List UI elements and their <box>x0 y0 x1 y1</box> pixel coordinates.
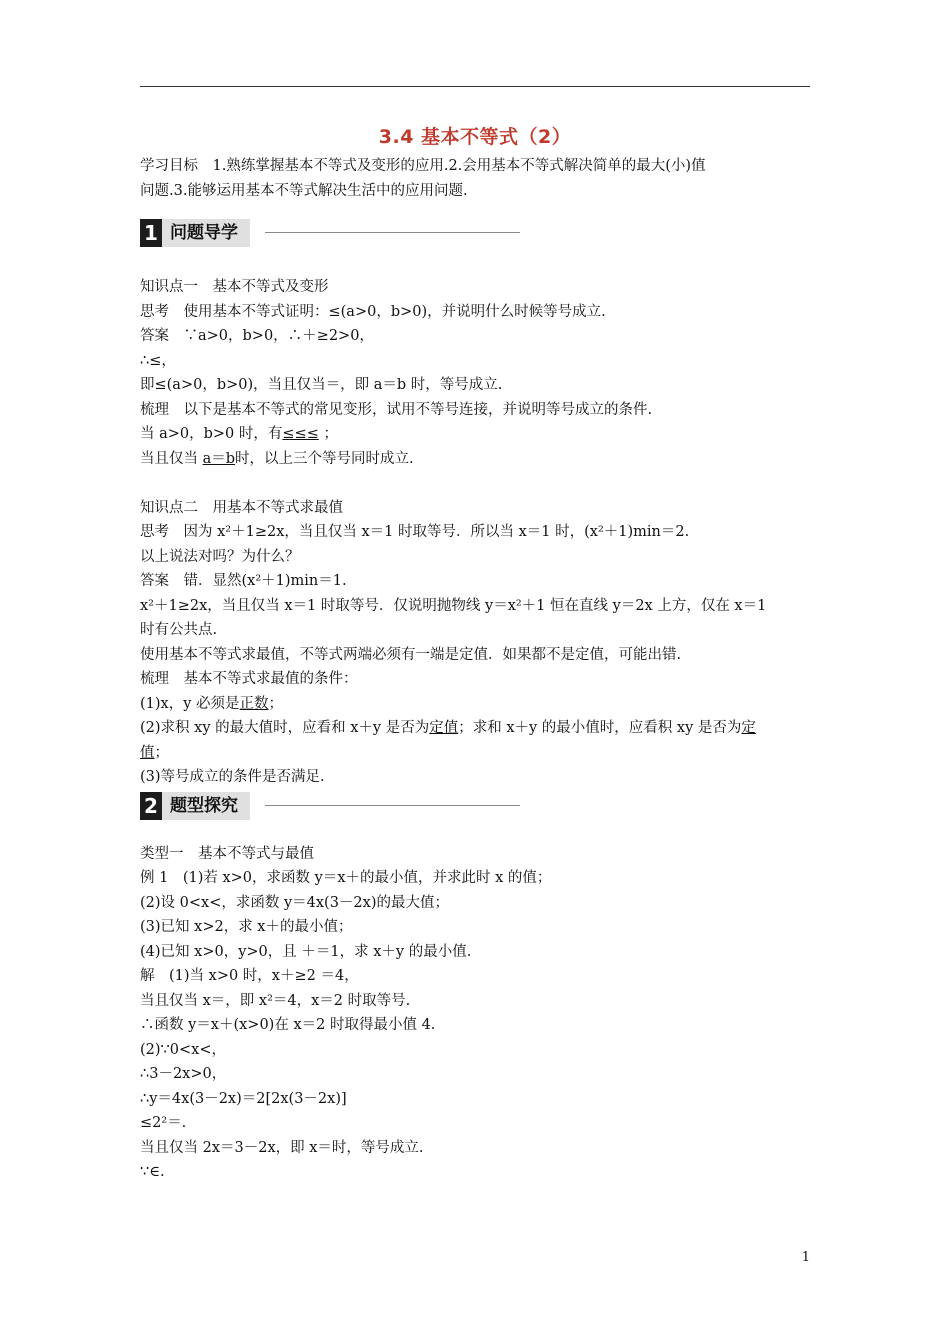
text-span: 当 a>0，b>0 时，有 <box>140 426 283 442</box>
section-label: 题型探究 <box>162 792 250 820</box>
text-span: (2)求积 xy 的最大值时，应看和 x＋y 是否为 <box>140 720 430 736</box>
page-number: 1 <box>801 1250 810 1265</box>
text-line: 类型一 基本不等式与最值 <box>140 845 314 862</box>
text-line <box>140 422 812 447</box>
text-line: 答案 错．显然(x²＋1)min＝1. <box>140 573 347 589</box>
text-line <box>140 447 812 472</box>
text-line: 使用基本不等式求最值，不等式两端必须有一端是定值．如果都不是定值，可能出错. <box>140 646 682 663</box>
section-number-badge: 2 <box>140 792 162 820</box>
text-line: 思考 使用基本不等式证明：≤(a>0，b>0)，并说明什么时候等号成立. <box>140 303 606 320</box>
page-title: 3.4 基本不等式（2） <box>378 126 572 148</box>
text-line: 例 1 (1)若 x>0，求函数 y＝x＋的最小值，并求此时 x 的值； <box>140 870 552 886</box>
section-label: 问题导学 <box>162 219 250 247</box>
text-line: 当且仅当 x＝，即 x²＝4，x＝2 时取等号. <box>140 992 411 1009</box>
text-span: 当且仅当 <box>140 450 203 467</box>
section-rule <box>265 232 520 233</box>
text-line: (3)已知 x>2，求 x＋的最小值； <box>140 919 353 935</box>
text-line: 时有公共点. <box>140 622 218 638</box>
text-line: (2)设 0<x<，求函数 y＝4x(3－2x)的最大值； <box>140 894 449 911</box>
answer-blank: ≤≤≤ <box>282 426 319 442</box>
text-line: (3)等号成立的条件是否满足. <box>140 769 325 785</box>
text-line: ∴3－2x>0， <box>140 1066 227 1082</box>
section-header-2 <box>140 792 812 826</box>
text-line: ∴y＝4x(3－2x)＝2[2x(3－2x)] <box>140 1090 347 1107</box>
text-line: 以上说法对吗？为什么？ <box>140 548 300 565</box>
top-rule <box>140 86 810 87</box>
text-line: 知识点二 用基本不等式求最值 <box>140 499 343 516</box>
text-line: (4)已知 x>0，y>0，且 ＋＝1，求 x＋y 的最小值. <box>140 943 472 960</box>
document-body <box>140 154 812 1185</box>
text-span: 时，以上三个等号同时成立. <box>235 450 414 467</box>
text-span: ；求和 x＋y 的最小值时，应看积 xy 是否为 <box>458 720 742 736</box>
objectives-line: 问题.3.能够运用基本不等式解决生活中的应用问题. <box>140 182 468 199</box>
answer-blank: 定 <box>741 720 756 736</box>
blank-line <box>140 471 812 496</box>
text-line: 当且仅当 2x＝3－2x，即 x＝时，等号成立. <box>140 1139 424 1156</box>
answer-blank: 正数 <box>239 695 269 712</box>
section-header-1 <box>140 219 812 253</box>
text-line: 知识点一 基本不等式及变形 <box>140 279 329 295</box>
text-line: 解 (1)当 x>0 时，x＋≥2 ＝4， <box>140 968 359 984</box>
text-line: 即≤(a>0，b>0)，当且仅当＝，即 a＝b 时，等号成立. <box>140 377 503 393</box>
answer-blank: a＝b <box>202 450 236 467</box>
text-line: ∴≤， <box>140 352 176 369</box>
text-line: 梳理 以下是基本不等式的常见变形，试用不等号连接，并说明等号成立的条件. <box>140 401 653 418</box>
text-line <box>140 716 812 741</box>
text-span: ； <box>154 744 169 761</box>
text-line: ∵∈. <box>140 1164 165 1180</box>
section-number-badge: 1 <box>140 219 162 247</box>
text-line: x²＋1≥2x，当且仅当 x＝1 时取等号．仅说明抛物线 y＝x²＋1 恒在直线 y＝2x 上方，仅在 x＝1 <box>140 597 767 614</box>
text-line: 思考 因为 x²＋1≥2x，当且仅当 x＝1 时取等号．所以当 x＝1 时，(x²＋1)min＝2. <box>140 524 690 540</box>
section-rule <box>265 805 520 806</box>
text-line: ∴函数 y＝x＋(x>0)在 x＝2 时取得最小值 4. <box>140 1017 436 1033</box>
answer-blank: 定值 <box>429 720 459 736</box>
text-line: 梳理 基本不等式求最值的条件： <box>140 671 358 687</box>
text-line: 答案 ∵a>0，b>0，∴＋≥2>0， <box>140 328 374 344</box>
objectives-line: 学习目标 1.熟练掌握基本不等式及变形的应用.2.会用基本不等式解决简单的最大(小)值 <box>140 158 706 174</box>
text-span: ； <box>268 695 284 712</box>
text-line <box>140 692 812 717</box>
text-line <box>140 741 812 766</box>
text-span: (1)x，y 必须是 <box>140 695 240 712</box>
text-line: (2)∵0<x<， <box>140 1041 226 1058</box>
answer-blank: 值 <box>140 744 155 761</box>
text-line: ≤2²＝. <box>140 1115 187 1131</box>
text-span: ； <box>318 426 338 442</box>
